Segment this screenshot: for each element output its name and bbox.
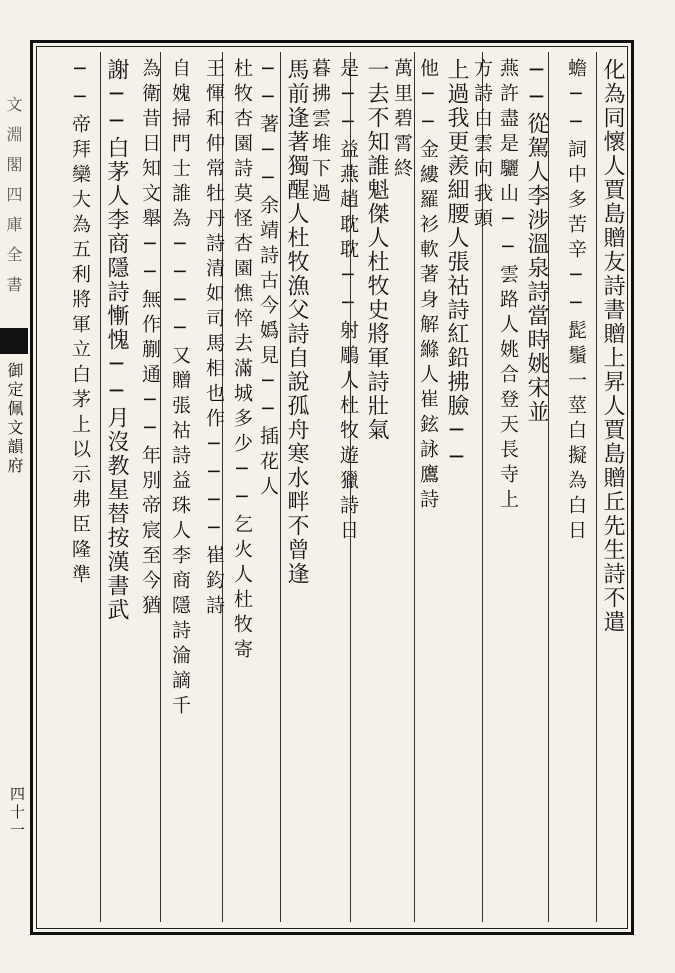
text-column-5: 方詩白雲向我頭 (471, 58, 493, 233)
text-column-16: 自媿掃門士誰為────又贈張祜詩益珠人李商隱詩淪謫千 (169, 58, 191, 720)
text-column-2: 蟾──詞中多苦辛──髭鬚一莖白擬為白日 (565, 58, 587, 545)
text-column-9: 一去不知誰魁傑人杜牧史將軍詩壯氣 (364, 58, 389, 442)
spine-series-title: 文淵閣四庫全書 (4, 96, 23, 306)
text-column-7: 他──金縷羅衫軟著身解縧人崔鉉詠鷹詩 (417, 58, 439, 514)
text-column-4: 燕許盡是驪山──雲路人姚合登天長寺上 (497, 58, 519, 514)
text-column-13: ──著──余靖詩古今嬀見──插花人 (257, 58, 279, 501)
text-column-11: 暮拂雲堆下過 (309, 58, 331, 208)
spine-book-title: 御定佩文韻府 (5, 362, 24, 476)
page-spine (0, 40, 30, 935)
text-column-17: 為衛昔日知文舉──無作蒯通──年別帝宸至今猶 (139, 58, 161, 620)
spine-black-marker (0, 328, 28, 354)
text-column-19: ──帝拜欒大為五利將軍立白茅上以示弗臣隆準 (69, 58, 91, 589)
text-column-3: ──從駕人李涉溫泉詩當時姚宋並 (524, 58, 549, 424)
text-column-10: 是──益燕趙耽耽──射鵰人杜牧遊獵詩日 (337, 58, 359, 545)
text-column-12: 馬前逢著獨醒人杜牧漁父詩自說孤舟寒水畔不曾逢 (284, 58, 309, 586)
text-column-15: 王惲和仲常牡丹詩清如司馬相也作────崔鈞詩 (203, 58, 225, 620)
text-column-1: 化為同懷人賈島贈友詩書贈上昇人賈島贈丘先生詩不遣 (600, 58, 625, 634)
text-column-8: 萬里碧霄終 (391, 58, 413, 183)
spine-page-number: 四十一 (8, 786, 26, 840)
text-column-18: 謝──白茅人李商隱詩慚愧──月沒教星替按漢書武 (104, 58, 129, 622)
text-column-14: 杜牧杏園詩莫怪杏園憔悴去滿城多少──乞火人杜牧寄 (231, 58, 253, 664)
text-column-6: 上過我更羨細腰人張祜詩紅鉛拂臉── (444, 58, 469, 472)
